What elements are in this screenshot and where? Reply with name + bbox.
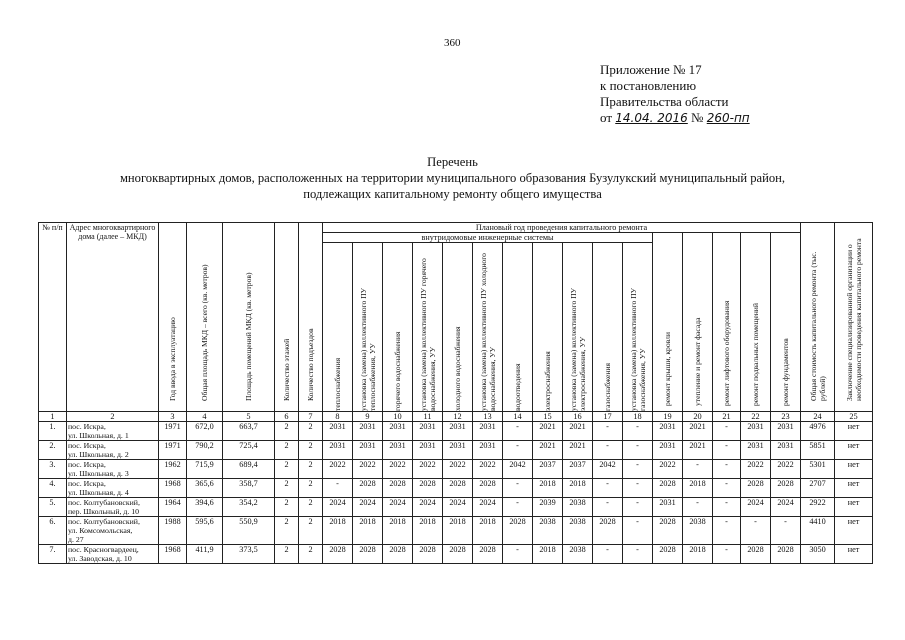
address-line: ул. Заводская, д. 10 xyxy=(68,554,132,563)
cell-c15: 2018 xyxy=(533,479,563,498)
appendix-line-4 xyxy=(600,110,750,126)
column-number: 11 xyxy=(413,412,443,422)
row-number: 1. xyxy=(39,422,67,441)
cell-c22: 2028 xyxy=(741,479,771,498)
address-line: пос. Искра, xyxy=(68,479,106,488)
header-total-area: Общая площадь МКД – всего (кв. метров) xyxy=(187,223,223,412)
row-number: 6. xyxy=(39,517,67,545)
table-row xyxy=(39,498,873,517)
cell-c23: 2022 xyxy=(771,460,801,479)
cell-floors: 2 xyxy=(275,545,299,564)
cell-ent: 2 xyxy=(299,498,323,517)
column-number: 21 xyxy=(713,412,741,422)
cell-c9: 2031 xyxy=(353,441,383,460)
cell-c20: 2018 xyxy=(683,545,713,564)
cell-c18: - xyxy=(623,460,653,479)
cell-prem: 358,7 xyxy=(223,479,275,498)
cell-c22: 2024 xyxy=(741,498,771,517)
column-number: 12 xyxy=(443,412,473,422)
cell-floors: 2 xyxy=(275,498,299,517)
row-number: 5. xyxy=(39,498,67,517)
row-address xyxy=(67,422,159,441)
column-number: 2 xyxy=(67,412,159,422)
column-number: 3 xyxy=(159,412,187,422)
cell-c19: 2028 xyxy=(653,517,683,545)
page-number: 360 xyxy=(444,37,461,49)
cell-c15: 2018 xyxy=(533,545,563,564)
cell-year: 1988 xyxy=(159,517,187,545)
cell-c13: 2024 xyxy=(473,498,503,517)
cell-c21: - xyxy=(713,545,741,564)
cell-total: 595,6 xyxy=(187,517,223,545)
cell-c14: - xyxy=(503,545,533,564)
header-basement: ремонт подвальных помещений xyxy=(741,233,771,412)
cell-floors: 2 xyxy=(275,441,299,460)
cell-ent: 2 xyxy=(299,441,323,460)
cell-c10: 2031 xyxy=(383,422,413,441)
table-row xyxy=(39,545,873,564)
column-number: 22 xyxy=(741,412,771,422)
row-number: 7. xyxy=(39,545,67,564)
cell-total: 411,9 xyxy=(187,545,223,564)
cell-c16: 2038 xyxy=(563,498,593,517)
cell-c19: 2028 xyxy=(653,545,683,564)
cell-c11: 2028 xyxy=(413,479,443,498)
cell-c22: 2031 xyxy=(741,422,771,441)
cell-c14: 2042 xyxy=(503,460,533,479)
column-number: 17 xyxy=(593,412,623,422)
cell-c12: 2024 xyxy=(443,498,473,517)
table-row xyxy=(39,422,873,441)
cell-cost: 2707 xyxy=(801,479,835,498)
column-number: 18 xyxy=(623,412,653,422)
cell-c23: 2024 xyxy=(771,498,801,517)
cell-year: 1971 xyxy=(159,422,187,441)
column-number: 10 xyxy=(383,412,413,422)
column-number-row xyxy=(39,412,873,422)
header-conclusion: Заключение специализированной организации о необходимости проведения капитального ремонта xyxy=(835,223,873,412)
cell-c18: - xyxy=(623,517,653,545)
row-address xyxy=(67,545,159,564)
column-number: 19 xyxy=(653,412,683,422)
appendix-block xyxy=(600,62,750,126)
cell-c13: 2018 xyxy=(473,517,503,545)
appendix-number: 260-пп xyxy=(706,111,750,125)
appendix-line-3: Правительства области xyxy=(600,94,729,109)
buildings-table xyxy=(38,222,873,564)
header-electricity-meter: установка (замена) коллективного ПУ электроснабжения, УУ xyxy=(563,243,593,412)
header-floors: Количество этажей xyxy=(275,223,299,412)
cell-prem: 373,5 xyxy=(223,545,275,564)
column-number: 15 xyxy=(533,412,563,422)
column-number: 1 xyxy=(39,412,67,422)
cell-floors: 2 xyxy=(275,479,299,498)
column-number: 5 xyxy=(223,412,275,422)
cell-cost: 4410 xyxy=(801,517,835,545)
cell-total: 394,6 xyxy=(187,498,223,517)
row-address xyxy=(67,441,159,460)
cell-c17: - xyxy=(593,545,623,564)
appendix-date: 14.04. 2016 xyxy=(615,111,688,125)
column-number: 8 xyxy=(323,412,353,422)
header-gas-meter: установка (замена) коллективного ПУ газоснабжения, УУ xyxy=(623,243,653,412)
appendix-line-2: к постановлению xyxy=(600,78,697,93)
title-line-2: многоквартирных домов, расположенных на территории муниципального образования Бузулукский муниципальный район, xyxy=(119,171,786,185)
cell-prem: 725,4 xyxy=(223,441,275,460)
address-line: д. 27 xyxy=(68,535,84,544)
column-number: 23 xyxy=(771,412,801,422)
cell-c18: - xyxy=(623,545,653,564)
cell-c13: 2028 xyxy=(473,545,503,564)
row-number: 2. xyxy=(39,441,67,460)
cell-c20: - xyxy=(683,460,713,479)
cell-total: 715,9 xyxy=(187,460,223,479)
header-planned-year: Плановый год проведения капитального ремонта xyxy=(323,223,801,233)
cell-c16: 2018 xyxy=(563,479,593,498)
cell-c15: 2039 xyxy=(533,498,563,517)
cell-total: 790,2 xyxy=(187,441,223,460)
column-number: 13 xyxy=(473,412,503,422)
cell-c9: 2028 xyxy=(353,545,383,564)
cell-c10: 2028 xyxy=(383,479,413,498)
cell-concl: нет xyxy=(835,545,873,564)
cell-c23: - xyxy=(771,517,801,545)
document-title xyxy=(40,154,865,202)
cell-c16: 2038 xyxy=(563,545,593,564)
address-line: пос. Красногвардеец, xyxy=(68,545,139,554)
address-line: пос. Искра, xyxy=(68,460,106,469)
cell-c22: 2022 xyxy=(741,460,771,479)
cell-c19: 2022 xyxy=(653,460,683,479)
cell-c8: 2024 xyxy=(323,498,353,517)
header-drainage: водоотведения xyxy=(503,243,533,412)
cell-year: 1968 xyxy=(159,545,187,564)
cell-c20: 2018 xyxy=(683,479,713,498)
cell-cost: 5301 xyxy=(801,460,835,479)
cell-floors: 2 xyxy=(275,517,299,545)
cell-c16: 2021 xyxy=(563,422,593,441)
cell-c17: - xyxy=(593,479,623,498)
cell-floors: 2 xyxy=(275,460,299,479)
row-address xyxy=(67,460,159,479)
column-number: 6 xyxy=(275,412,299,422)
cell-c12: 2022 xyxy=(443,460,473,479)
cell-c20: 2038 xyxy=(683,517,713,545)
cell-c11: 2028 xyxy=(413,545,443,564)
cell-concl: нет xyxy=(835,441,873,460)
header-cold-water-meter: установка (замена) коллективного ПУ холодного водоснабжения, УУ xyxy=(473,243,503,412)
cell-c8: 2028 xyxy=(323,545,353,564)
header-hot-water: горячего водоснабжения xyxy=(383,243,413,412)
header-heating-meter: установка (замена) коллективного ПУ теплоснабжения, УУ xyxy=(353,243,383,412)
appendix-date-prefix: от xyxy=(600,110,613,125)
header-gas: газоснабжения xyxy=(593,243,623,412)
column-number: 9 xyxy=(353,412,383,422)
cell-c11: 2018 xyxy=(413,517,443,545)
cell-c21: - xyxy=(713,479,741,498)
appendix-number-sign: № xyxy=(691,110,704,125)
cell-c10: 2028 xyxy=(383,545,413,564)
cell-c19: 2028 xyxy=(653,479,683,498)
header-heating: теплоснабжения xyxy=(323,243,353,412)
cell-c12: 2028 xyxy=(443,479,473,498)
header-entrances: Количество подъездов xyxy=(299,223,323,412)
cell-c8: 2022 xyxy=(323,460,353,479)
address-line: пос. Колтубановский, xyxy=(68,498,140,507)
cell-c14: - xyxy=(503,479,533,498)
table-body xyxy=(39,412,873,564)
column-number: 24 xyxy=(801,412,835,422)
cell-c12: 2018 xyxy=(443,517,473,545)
column-number: 25 xyxy=(835,412,873,422)
row-address xyxy=(67,517,159,545)
cell-c18: - xyxy=(623,498,653,517)
cell-c14: - xyxy=(503,441,533,460)
cell-cost: 5851 xyxy=(801,441,835,460)
title-line-3: подлежащих капитальному ремонту общего имущества xyxy=(303,187,602,201)
cell-c17: 2028 xyxy=(593,517,623,545)
cell-c12: 2031 xyxy=(443,441,473,460)
cell-concl: нет xyxy=(835,479,873,498)
header-year: Год ввода в эксплуатацию xyxy=(159,223,187,412)
address-line: ул. Школьная, д. 2 xyxy=(68,450,129,459)
cell-c17: - xyxy=(593,498,623,517)
cell-concl: нет xyxy=(835,460,873,479)
cell-c16: 2021 xyxy=(563,441,593,460)
cell-c14: - xyxy=(503,422,533,441)
cell-ent: 2 xyxy=(299,517,323,545)
cell-cost: 3050 xyxy=(801,545,835,564)
column-number: 7 xyxy=(299,412,323,422)
cell-concl: нет xyxy=(835,498,873,517)
header-premises-area: Площадь помещений МКД (кв. метров) xyxy=(223,223,275,412)
cell-c14: - xyxy=(503,498,533,517)
cell-c9: 2022 xyxy=(353,460,383,479)
cell-total: 672,0 xyxy=(187,422,223,441)
cell-c18: - xyxy=(623,422,653,441)
cell-c8: - xyxy=(323,479,353,498)
header-num: № п/п xyxy=(39,223,67,412)
row-number: 3. xyxy=(39,460,67,479)
cell-c22: 2031 xyxy=(741,441,771,460)
cell-c10: 2022 xyxy=(383,460,413,479)
cell-year: 1971 xyxy=(159,441,187,460)
cell-c13: 2031 xyxy=(473,441,503,460)
cell-c20: - xyxy=(683,498,713,517)
address-line: ул. Школьная, д. 1 xyxy=(68,431,129,440)
cell-c9: 2028 xyxy=(353,479,383,498)
header-engineering-systems: внутридомовые инженерные системы xyxy=(323,233,653,243)
row-address xyxy=(67,479,159,498)
cell-c21: - xyxy=(713,498,741,517)
cell-c9: 2018 xyxy=(353,517,383,545)
cell-c13: 2031 xyxy=(473,422,503,441)
header-hot-water-meter: установка (замена) коллективного ПУ горячего водоснабжения, УУ xyxy=(413,243,443,412)
cell-c8: 2031 xyxy=(323,422,353,441)
cell-c8: 2018 xyxy=(323,517,353,545)
cell-c17: - xyxy=(593,422,623,441)
cell-c21: - xyxy=(713,517,741,545)
cell-c13: 2022 xyxy=(473,460,503,479)
header-electricity: электроснабжения xyxy=(533,243,563,412)
column-number: 16 xyxy=(563,412,593,422)
cell-c18: - xyxy=(623,441,653,460)
cell-cost: 2922 xyxy=(801,498,835,517)
address-line: пос. Искра, xyxy=(68,441,106,450)
cell-c15: 2037 xyxy=(533,460,563,479)
cell-c19: 2031 xyxy=(653,422,683,441)
header-address: Адрес многоквартирного дома (далее – МКД) xyxy=(67,223,159,412)
cell-c19: 2031 xyxy=(653,498,683,517)
cell-year: 1968 xyxy=(159,479,187,498)
cell-ent: 2 xyxy=(299,460,323,479)
row-address xyxy=(67,498,159,517)
address-line: пер. Школьный, д. 10 xyxy=(68,507,140,516)
table-row xyxy=(39,441,873,460)
cell-c10: 2031 xyxy=(383,441,413,460)
cell-c17: 2042 xyxy=(593,460,623,479)
cell-concl: нет xyxy=(835,422,873,441)
header-cost: Общая стоимость капитального ремонта (тыс. рублей) xyxy=(801,223,835,412)
cell-c22: 2028 xyxy=(741,545,771,564)
cell-c19: 2031 xyxy=(653,441,683,460)
header-elevator: ремонт лифтового оборудования xyxy=(713,233,741,412)
cell-prem: 689,4 xyxy=(223,460,275,479)
row-number: 4. xyxy=(39,479,67,498)
cell-c10: 2024 xyxy=(383,498,413,517)
header-roof: ремонт крыши, кровли xyxy=(653,233,683,412)
cell-c16: 2037 xyxy=(563,460,593,479)
cell-c21: - xyxy=(713,422,741,441)
cell-prem: 663,7 xyxy=(223,422,275,441)
appendix-line-1: Приложение № 17 xyxy=(600,62,702,77)
cell-c15: 2021 xyxy=(533,422,563,441)
table-row xyxy=(39,460,873,479)
cell-year: 1962 xyxy=(159,460,187,479)
cell-c13: 2028 xyxy=(473,479,503,498)
cell-c11: 2031 xyxy=(413,422,443,441)
cell-c14: 2028 xyxy=(503,517,533,545)
address-line: ул. Школьная, д. 4 xyxy=(68,488,129,497)
cell-c22: - xyxy=(741,517,771,545)
address-line: ул. Комсомольская, xyxy=(68,526,133,535)
cell-ent: 2 xyxy=(299,479,323,498)
address-line: пос. Искра, xyxy=(68,422,106,431)
header-cold-water: холодного водоснабжения xyxy=(443,243,473,412)
cell-ent: 2 xyxy=(299,422,323,441)
cell-c16: 2038 xyxy=(563,517,593,545)
cell-c8: 2031 xyxy=(323,441,353,460)
cell-c11: 2024 xyxy=(413,498,443,517)
cell-c15: 2038 xyxy=(533,517,563,545)
cell-c10: 2018 xyxy=(383,517,413,545)
cell-c23: 2028 xyxy=(771,545,801,564)
cell-c17: - xyxy=(593,441,623,460)
table-row xyxy=(39,517,873,545)
title-line-1: Перечень xyxy=(427,155,478,169)
cell-c12: 2031 xyxy=(443,422,473,441)
cell-floors: 2 xyxy=(275,422,299,441)
column-number: 14 xyxy=(503,412,533,422)
cell-prem: 550,9 xyxy=(223,517,275,545)
cell-c21: - xyxy=(713,460,741,479)
cell-c20: 2021 xyxy=(683,441,713,460)
address-line: ул. Школьная, д. 3 xyxy=(68,469,129,478)
column-number: 4 xyxy=(187,412,223,422)
cell-c23: 2031 xyxy=(771,441,801,460)
cell-prem: 354,2 xyxy=(223,498,275,517)
cell-c23: 2028 xyxy=(771,479,801,498)
cell-c23: 2031 xyxy=(771,422,801,441)
cell-c9: 2031 xyxy=(353,422,383,441)
cell-c11: 2031 xyxy=(413,441,443,460)
cell-c15: 2021 xyxy=(533,441,563,460)
cell-c9: 2024 xyxy=(353,498,383,517)
cell-total: 365,6 xyxy=(187,479,223,498)
cell-c20: 2021 xyxy=(683,422,713,441)
cell-c18: - xyxy=(623,479,653,498)
cell-cost: 4976 xyxy=(801,422,835,441)
address-line: пос. Колтубановский, xyxy=(68,517,140,526)
table-row xyxy=(39,479,873,498)
cell-ent: 2 xyxy=(299,545,323,564)
cell-c12: 2028 xyxy=(443,545,473,564)
cell-c21: - xyxy=(713,441,741,460)
header-foundation: ремонт фундаментов xyxy=(771,233,801,412)
cell-c11: 2022 xyxy=(413,460,443,479)
header-facade: утепление и ремонт фасада xyxy=(683,233,713,412)
column-number: 20 xyxy=(683,412,713,422)
cell-year: 1964 xyxy=(159,498,187,517)
cell-concl: нет xyxy=(835,517,873,545)
